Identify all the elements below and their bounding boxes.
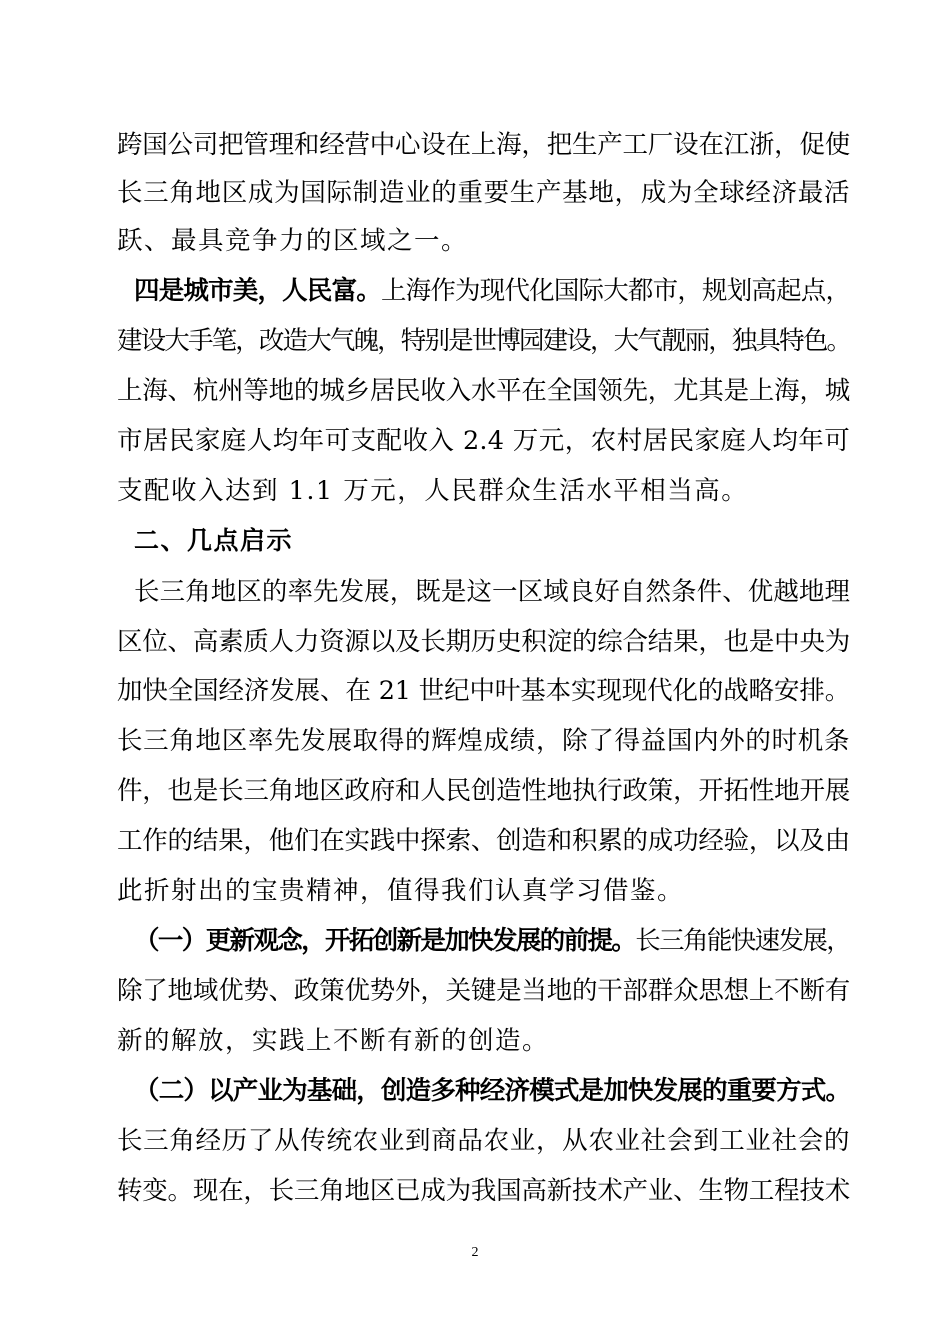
line-text: 除了地域优势、政策优势外，关键是当地的干部群众思想上不断有 (117, 976, 850, 1006)
paragraph-lead-bold: （一）更新观念，开拓创新是加快发展的前提。 (134, 926, 636, 956)
line-text: 加快全国经济发展、在 21 世纪中叶基本实现现代化的战略安排。 (117, 676, 850, 706)
paragraph-4-first-line (134, 271, 850, 311)
line-text: 长三角经历了从传统农业到商品农业，从农业社会到工业社会的 (117, 1126, 850, 1156)
line-text: 上海、杭州等地的城乡居民收入水平在全国领先，尤其是上海，城 (117, 376, 850, 406)
line-text: 市居民家庭人均年可支配收入 2.4 万元，农村居民家庭人均年可 (117, 426, 850, 456)
line-text: 跨国公司把管理和经营中心设在上海，把生产工厂设在江浙，促使 (117, 130, 850, 160)
body-line-5 (117, 321, 850, 361)
line-text: 长三角能快速发展， (635, 926, 850, 956)
body-line-7 (117, 421, 850, 461)
body-line-22 (117, 1171, 850, 1211)
body-line-14 (117, 771, 850, 811)
line-text: 新的解放，实践上不断有新的创造。 (117, 1026, 550, 1056)
paragraph-17-first-line (134, 921, 850, 961)
body-line-15 (117, 821, 850, 861)
paragraph-20-first-line (134, 1071, 850, 1111)
line-text: 长三角地区成为国际制造业的重要生产基地，成为全球经济最活 (117, 178, 850, 208)
body-line-18 (117, 971, 850, 1011)
line-text: 长三角地区的率先发展，既是这一区域良好自然条件、优越地理 (134, 577, 850, 607)
section-heading-text: 二、几点启示 (134, 526, 294, 555)
body-line-8 (117, 471, 850, 511)
line-text: 件，也是长三角地区政府和人民创造性地执行政策，开拓性地开展 (117, 776, 850, 806)
line-text: 支配收入达到 1.1 万元，人民群众生活水平相当高。 (117, 476, 749, 506)
line-text: 工作的结果，他们在实践中探索、创造和积累的成功经验，以及由 (117, 826, 850, 856)
paragraph-lead-bold: 四是城市美，人民富。 (134, 276, 381, 306)
line-text: 跃、最具竞争力的区域之一。 (117, 226, 469, 256)
body-line-3 (117, 221, 850, 261)
line-text: 此折射出的宝贵精神，值得我们认真学习借鉴。 (117, 876, 685, 906)
line-text: 区位、高素质人力资源以及长期历史积淀的综合结果，也是中央为 (117, 627, 850, 657)
body-line-12 (117, 671, 850, 711)
body-line-6 (117, 371, 850, 411)
line-text: 上海作为现代化国际大都市，规划高起点， (380, 276, 850, 306)
body-line-21 (117, 1121, 850, 1161)
line-text: 建设大手笔，改造大气魄，特别是世博园建设，大气靓丽，独具特色。 (117, 326, 850, 356)
body-line-10 (134, 572, 850, 612)
body-line-11 (117, 622, 850, 662)
page-number: 2 (471, 1245, 479, 1260)
body-line-1 (117, 125, 850, 165)
section-heading (134, 521, 850, 561)
body-line-13 (117, 721, 850, 761)
body-line-2 (117, 173, 850, 213)
body-line-16 (117, 871, 850, 911)
line-text: 转变。现在，长三角地区已成为我国高新技术产业、生物工程技术 (117, 1176, 850, 1206)
body-line-19 (117, 1021, 850, 1061)
paragraph-lead-bold: （二）以产业为基础，创造多种经济模式是加快发展的重要方式。 (134, 1076, 850, 1106)
line-text: 长三角地区率先发展取得的辉煌成绩，除了得益国内外的时机条 (117, 726, 850, 756)
